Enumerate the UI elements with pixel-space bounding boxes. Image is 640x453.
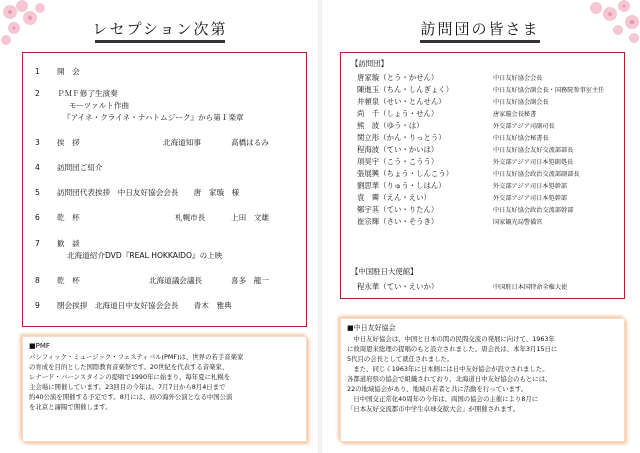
member-row: 程海波（てい・かいは） 中日友好協会友好交流部部長 — [357, 145, 574, 154]
member-row: 熊 波（ゆう・は） 外交部アジア司副司長 — [357, 121, 555, 130]
member-row: 項昊宇（こう・こうう） 外交部アジア司日本処副処長 — [357, 157, 574, 166]
pmf-note-heading: ■PMF — [29, 342, 50, 350]
member-row: 唐家璇（とう・かせん） 中日友好協会会長 — [357, 73, 543, 82]
member-row: 関立彤（かん・りっとう） 中日友好協会秘書長 — [357, 133, 549, 142]
friendship-association-note — [340, 318, 625, 442]
pmf-note-body: パシフィック・ミュージック・フェスティバル(PMF)は、世界の若手音楽家 の育成を目的とした国際教育音楽祭です。20世紀を代表する音楽家、 レナード・バーンスタインの提唱で1990年に始まり、毎年夏に札幌を 主会場に開催しています。23回目の今年は、7月7日から8月4日まで 約40公演を開催する予定です。8月には、初の海外公演となる中国公演 を北京と瀋陽で開催します。 — [29, 353, 244, 411]
delegation-box — [340, 52, 625, 299]
program-box: 1 開 会 2 ＰＭＦ修了生演奏 モーツァルト作曲 『アイネ・クライネ・ナハトムジーク』から第１楽章 3 挨 拶 北海道知事 高橋はるみ 4 訪問団ご紹介 5 訪問団代表挨拶 中日友好協会会長 唐 家璇 様 6 乾 杯 札幌市長 上田 文雄 7 歓 談 北海道紹介DVD『REAL HOKKAIDO』の上映 8 乾 杯 北海道議会議長 喜多 龍一 9 閉会挨拶 北海道日中友好協会会長 青木 雅典 — [22, 52, 307, 327]
member-row: 程永華（てい・えいか） 中国駐日本国特命全権大使 — [357, 282, 568, 291]
delegation-title: 訪問団の皆さま — [420, 20, 540, 38]
member-row: 劉思華（りゅう・しはん） 外交部アジア司日本処幹部 — [357, 181, 568, 190]
member-row: 袁 霽（えん・えい） 外交部アジア司日本処幹部 — [357, 193, 568, 202]
title-underline — [420, 40, 540, 43]
member-row: 鄭宇其（てい・りたん） 中日友好協会政治交流部幹部 — [357, 205, 574, 214]
consul-header: 【中国駐日大使館】 — [351, 267, 418, 276]
reception-title: レセプション次第 — [92, 20, 228, 38]
member-row: 張展興（ちょう・しんこう） 中日友好協会政治交流部副部長 — [357, 169, 580, 178]
member-row: 井頓泉（せい・とんせん） 中日友好協会副会長 — [357, 97, 549, 106]
member-row: 崔宗輝（さい・そうき） 国家観光局警備官 — [357, 217, 543, 226]
friendship-note-body: 中日友好協会は、中国と日本の間の民間交流の発展に向けて、1963年 に故周恩来総理の提唱のもと設立されました。唐会長は、本年3月15日に 5代目の会長として就任されました。 また、同じく1963年に日本側には日中友好協会が設立されました。 各都道府県の協会で組織されており、北海道日中友好協会のもとには、 22の地域協会があり、地域の若者と共に活動を行っています。 日中国交正常化40周年の今年は、両国の協会の主催により8月に 「日本友好交流都市中学生卓球交歓大会」が開催されます。 — [347, 335, 558, 413]
pmf-note — [22, 336, 307, 442]
right-page — [320, 0, 640, 453]
title-underline — [95, 40, 225, 43]
friendship-note-heading: ■中日友好協会 — [347, 324, 396, 332]
member-row: 陳進玉（ちん・しんぎょく） 中日友好協会副会長・国務院参事室主任 — [357, 85, 605, 94]
member-row: 尚 千（しょう・せん） 唐家璇会長秘書 — [357, 109, 537, 118]
delegation-header: 【訪問団】 — [351, 59, 388, 68]
